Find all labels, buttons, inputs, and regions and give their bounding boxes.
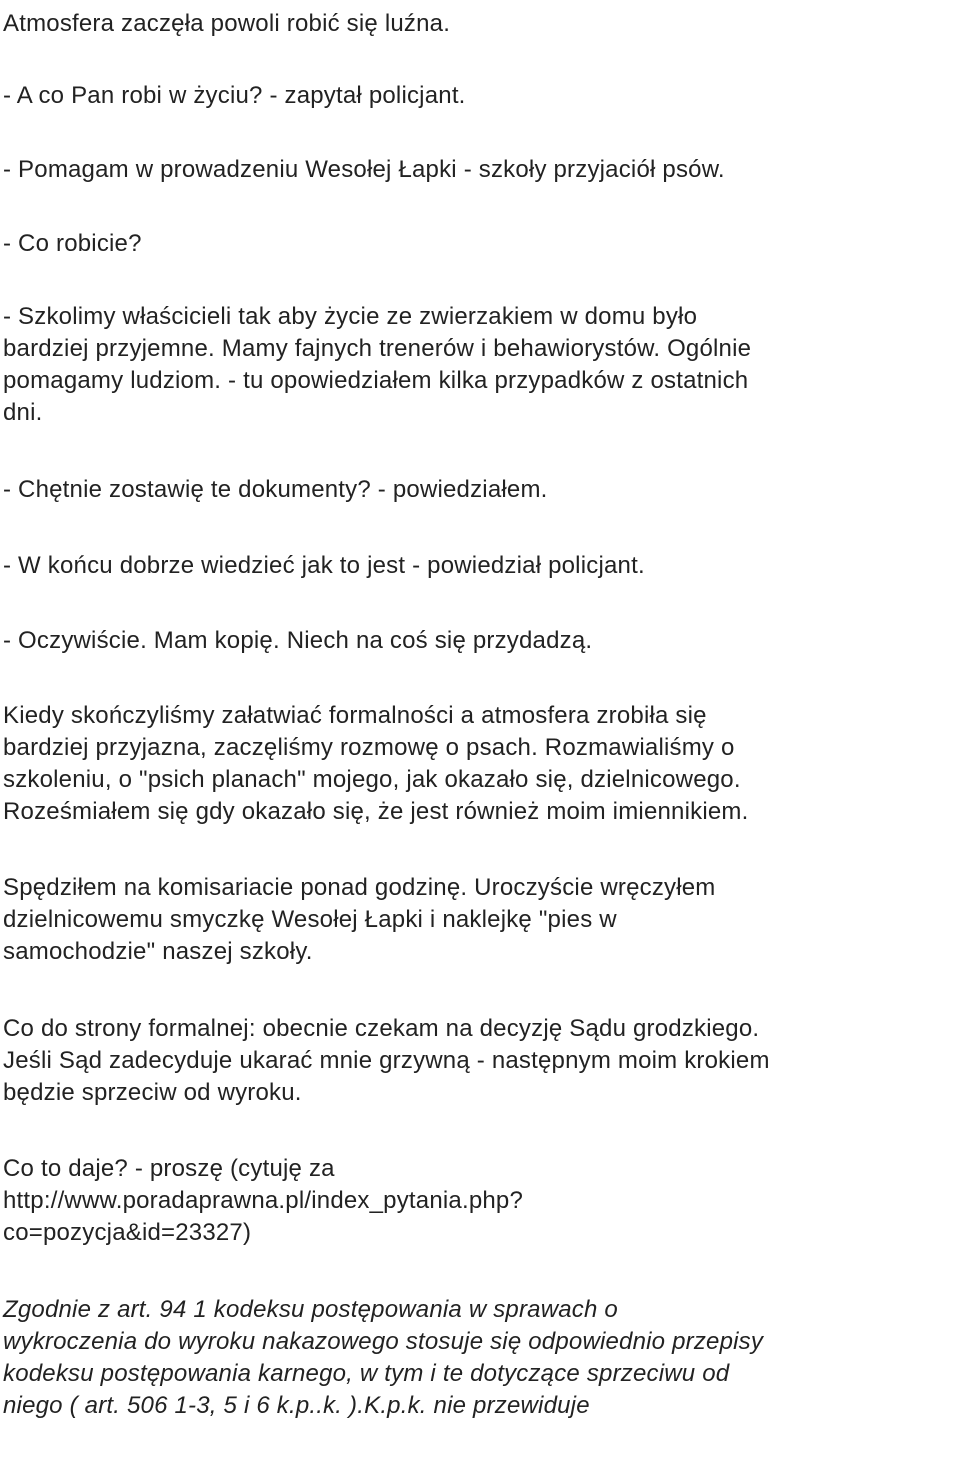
text-line: bardziej przyjazna, zaczęliśmy rozmowę o psach. Rozmawialiśmy o	[3, 734, 735, 761]
paragraph-5	[3, 301, 958, 429]
paragraph-1	[3, 8, 958, 40]
text-line: pomagamy ludziom. - tu opowiedziałem kilka przypadków z ostatnich	[3, 367, 749, 394]
text-line: Roześmiałem się gdy okazało się, że jest również moim imiennikiem.	[3, 798, 749, 825]
text-line: Atmosfera zaczęła powoli robić się luźna.	[3, 10, 451, 37]
document-page	[3, 0, 958, 1422]
paragraph-8	[3, 625, 958, 657]
paragraph-7	[3, 550, 958, 582]
text-line: Jeśli Sąd zadecyduje ukarać mnie grzywną - następnym moim krokiem	[3, 1047, 770, 1074]
paragraph-3	[3, 154, 958, 186]
text-line: - A co Pan robi w życiu? - zapytał policjant.	[3, 82, 466, 109]
url-line: http://www.poradaprawna.pl/index_pytania.php?	[3, 1187, 524, 1214]
text-line: dni.	[3, 399, 43, 426]
paragraph-2	[3, 80, 958, 112]
text-line: wykroczenia do wyroku nakazowego stosuje się odpowiednio przepisy	[3, 1328, 764, 1355]
url-line: co=pozycja&id=23327)	[3, 1219, 252, 1246]
text-line: - Chętnie zostawię te dokumenty? - powiedziałem.	[3, 476, 548, 503]
text-line: - Oczywiście. Mam kopię. Niech na coś się przydadzą.	[3, 627, 593, 654]
text-line: kodeksu postępowania karnego, w tym i te dotyczące sprzeciwu od	[3, 1360, 730, 1387]
paragraph-6	[3, 474, 958, 506]
paragraph-9	[3, 700, 958, 828]
paragraph-4	[3, 228, 958, 260]
paragraph-10	[3, 872, 958, 968]
text-line: niego ( art. 506 1-3, 5 i 6 k.p..k. ).K.p.k. nie przewiduje	[3, 1392, 590, 1419]
text-line: - Co robicie?	[3, 230, 142, 257]
text-line: szkoleniu, o "psich planach" mojego, jak okazało się, dzielnicowego.	[3, 766, 741, 793]
text-line: dzielnicowemu smyczkę Wesołej Łapki i naklejkę "pies w	[3, 906, 617, 933]
paragraph-12	[3, 1153, 958, 1249]
text-line: - W końcu dobrze wiedzieć jak to jest - powiedział policjant.	[3, 552, 645, 579]
text-line: Kiedy skończyliśmy załatwiać formalności a atmosfera zrobiła się	[3, 702, 707, 729]
text-line: Co to daje? - proszę (cytuję za	[3, 1155, 335, 1182]
legal-quote-paragraph	[3, 1294, 958, 1422]
text-line: - Pomagam w prowadzeniu Wesołej Łapki - szkoły przyjaciół psów.	[3, 156, 725, 183]
text-line: Zgodnie z art. 94 1 kodeksu postępowania w sprawach o	[3, 1296, 618, 1323]
text-line: samochodzie" naszej szkoły.	[3, 938, 313, 965]
text-line: Co do strony formalnej: obecnie czekam na decyzję Sądu grodzkiego.	[3, 1015, 760, 1042]
text-line: bardziej przyjemne. Mamy fajnych trenerów i behawiorystów. Ogólnie	[3, 335, 752, 362]
text-line: - Szkolimy właścicieli tak aby życie ze zwierzakiem w domu było	[3, 303, 698, 330]
paragraph-11	[3, 1013, 958, 1109]
text-line: Spędziłem na komisariacie ponad godzinę. Uroczyście wręczyłem	[3, 874, 716, 901]
text-line: będzie sprzeciw od wyroku.	[3, 1079, 302, 1106]
